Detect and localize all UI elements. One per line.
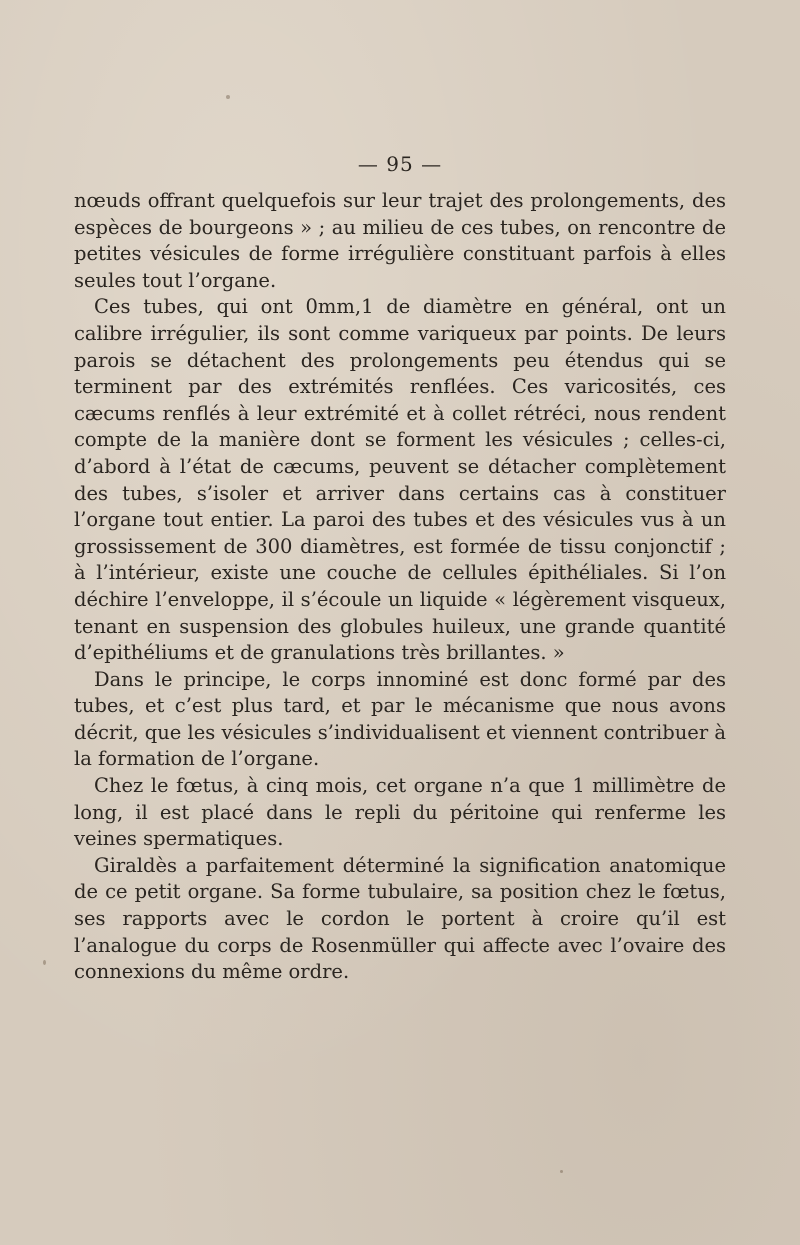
ink-speck <box>43 960 46 965</box>
paragraph-tubes: Ces tubes, qui ont 0mm,1 de diamètre en général, ont un calibre irrégulier, ils sont comme variqueux par points. De leurs parois se détachent des prolongements peu étendus qui se terminent par des extrémités renflées. Ces varicosités, ces cæcums renflés à leur extrémité et à collet rétréci, nous rendent compte de la manière dont se forment les vésicules ; celles-ci, d’abord à l’état de cæcums, peuvent se détacher complètement des tubes, s’isoler et arriver dans certains cas à constituer l’organe tout entier. La paroi des tubes et des vésicules vus à un grossissement de 300 diamètres, est formée de tissu conjonctif ; à l’intérieur, existe une couche de cellules épithéliales. Si l’on déchire l’enveloppe, il s’écoule un liquide « légèrement visqueux, tenant en suspension des globules huileux, une grande quantité d’epithéliums et de granulations très brillantes. » <box>74 295 726 665</box>
page-number: — 95 — <box>357 152 443 176</box>
paragraph-foetus: Chez le fœtus, à cinq mois, cet organe n’a que 1 millimètre de long, il est placé dans le repli du péritoine qui renferme les veines spermatiques. <box>74 774 726 851</box>
ink-speck <box>226 95 230 99</box>
book-page <box>74 150 726 986</box>
paragraph-principe: Dans le principe, le corps innominé est donc formé par des tubes, et c’est plus tard, et par le mécanisme que nous avons décrit, que les vésicules s’individualisent et viennent contribuer à la formation de l’organe. <box>74 667 726 771</box>
paragraph-continuation: nœuds offrant quelquefois sur leur trajet des prolongements, des espèces de bourgeons » ; au milieu de ces tubes, on rencontre de petites vésicules de forme irrégulière constituant parfois à elles seules tout l’organe. <box>74 189 726 292</box>
paragraph-giraldes: Giraldès a parfaitement déterminé la signification anatomique de ce petit organe. Sa forme tubulaire, sa position chez le fœtus, ses rapports avec le cordon le portent à croire qu’il est l’analogue du corps de Rosenmüller qui affecte avec l’ovaire des connexions du même ordre. <box>74 853 726 984</box>
ink-speck <box>560 1170 563 1173</box>
